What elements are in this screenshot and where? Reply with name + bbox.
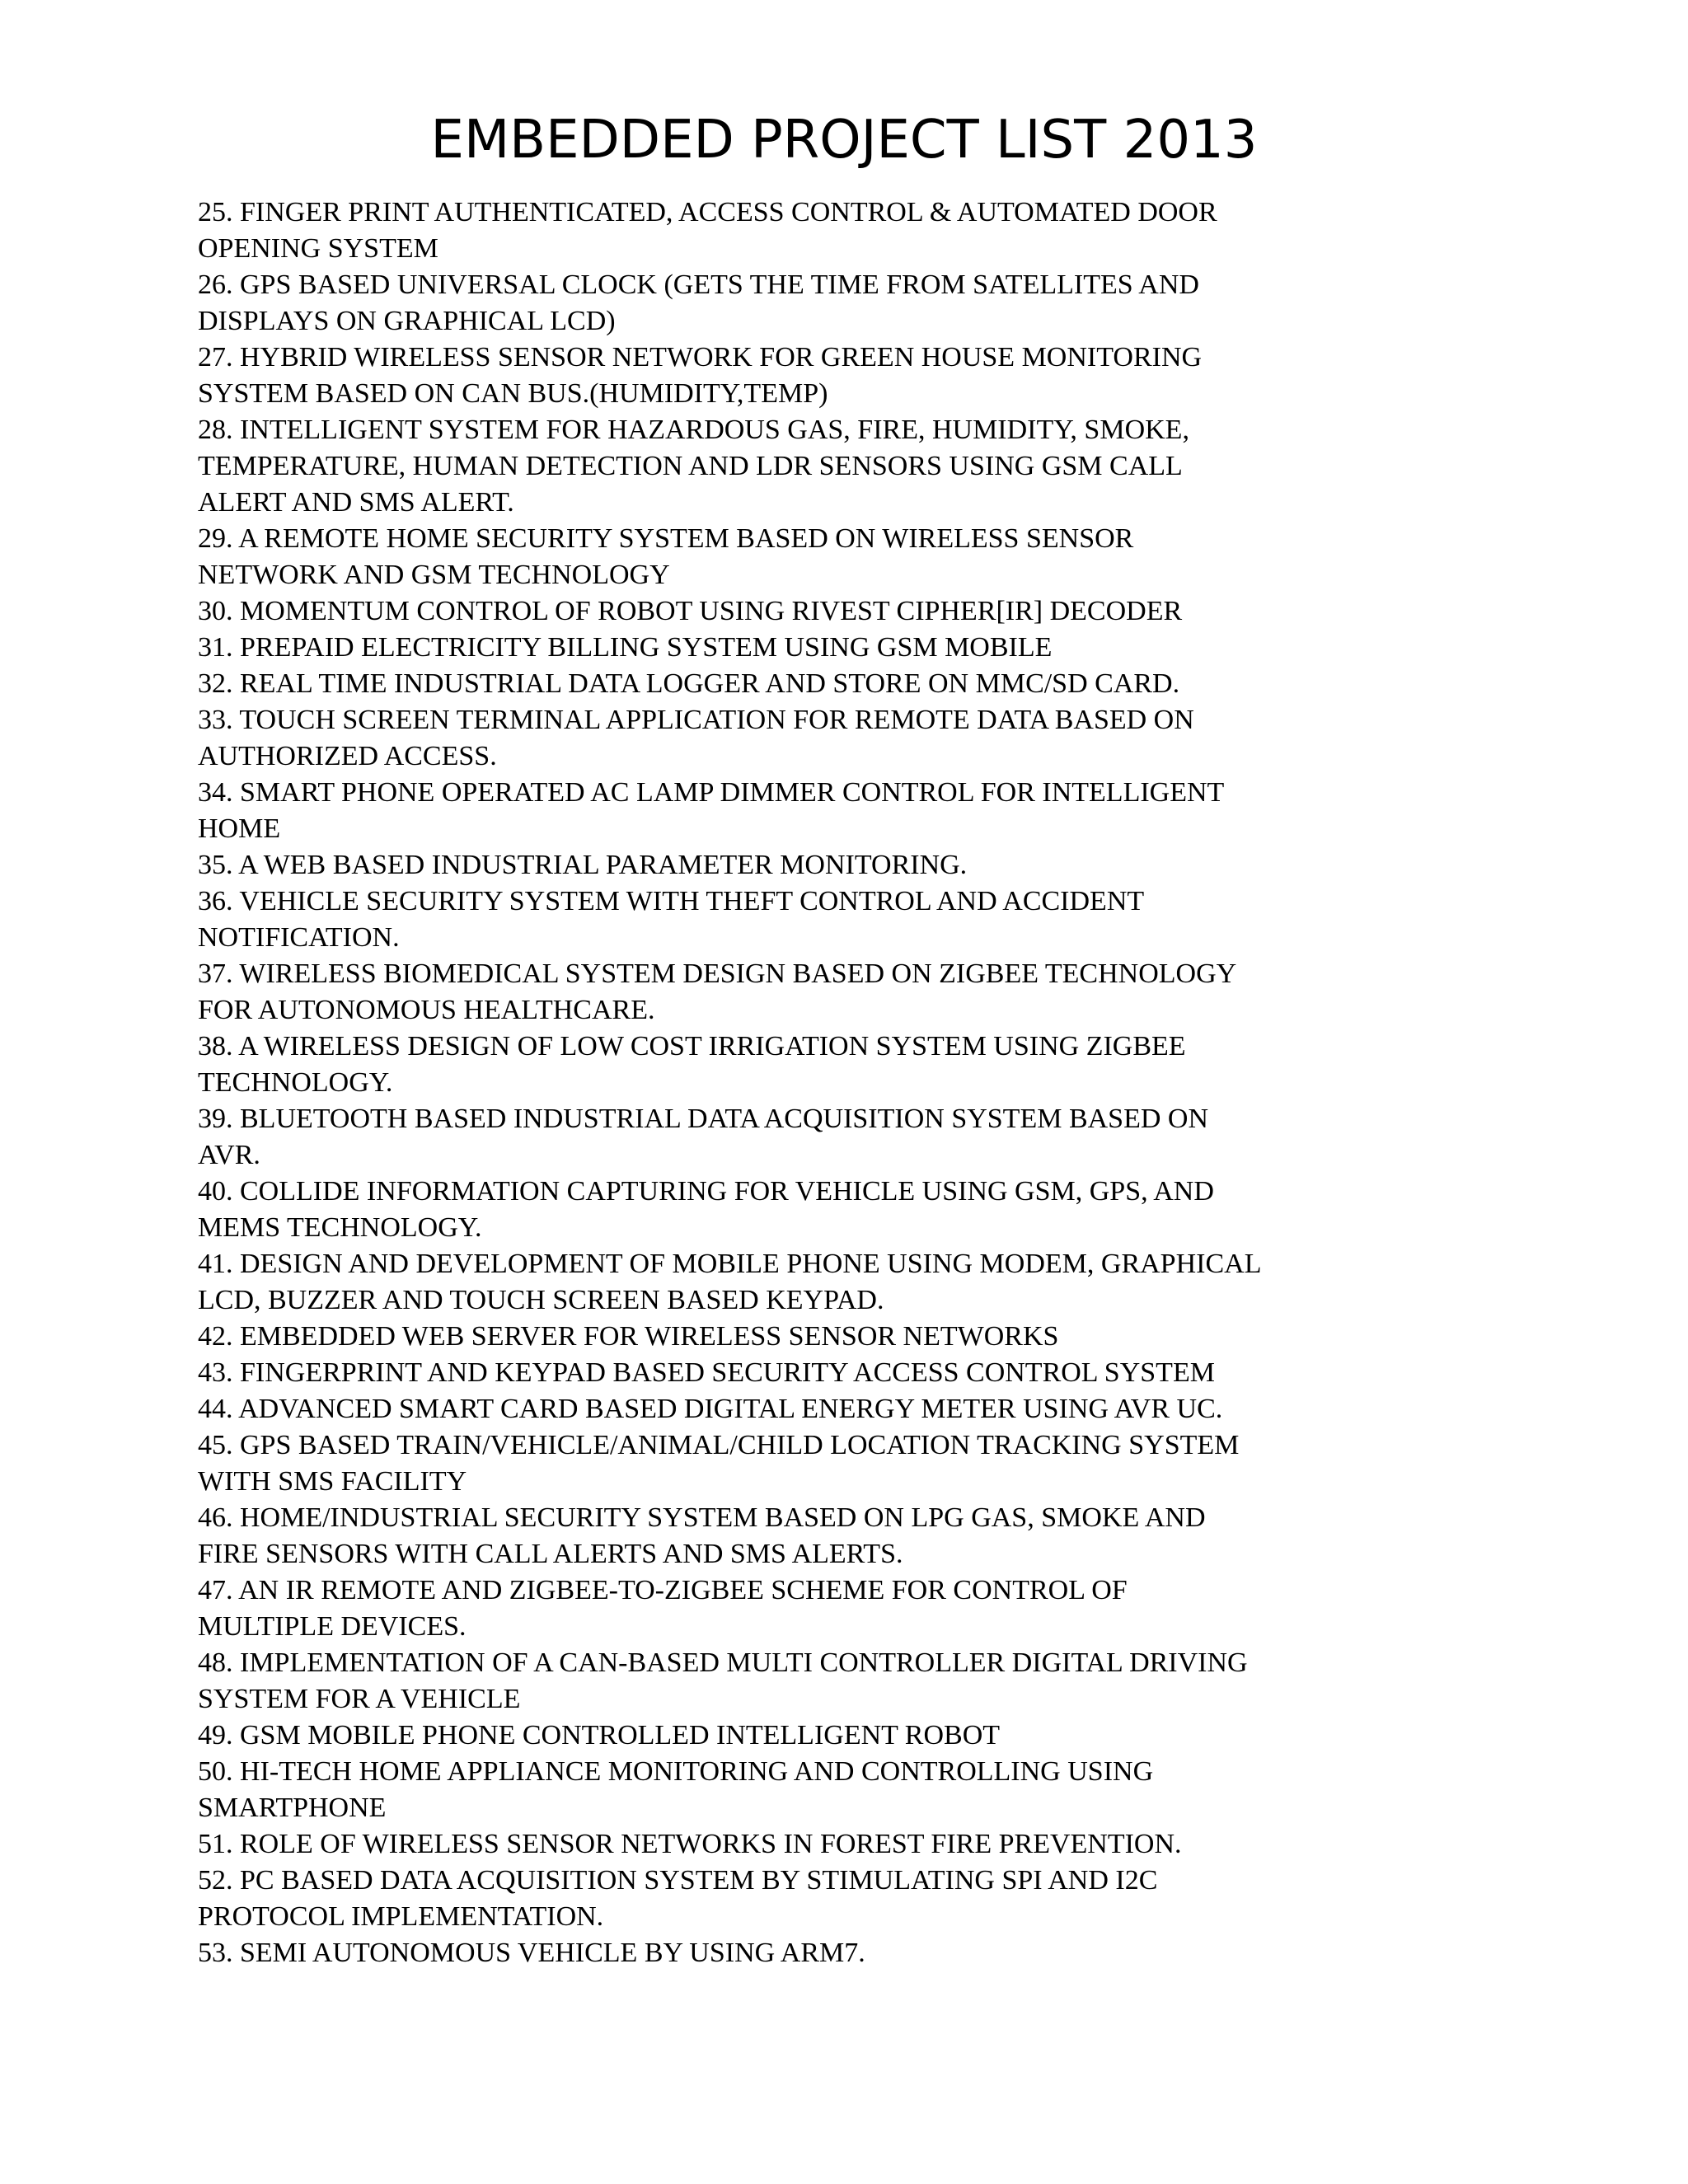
list-item: [198, 666, 1451, 702]
list-item-line: 29. A REMOTE HOME SECURITY SYSTEM BASED ON WIRELESS SENSOR: [198, 523, 1134, 554]
list-item-line: ALERT AND SMS ALERT.: [198, 487, 514, 518]
list-item-line: 34. SMART PHONE OPERATED AC LAMP DIMMER CONTROL FOR INTELLIGENT: [198, 777, 1225, 808]
list-item: [198, 1572, 1451, 1645]
list-item: [198, 630, 1451, 666]
list-item-line: 51. ROLE OF WIRELESS SENSOR NETWORKS IN FOREST FIRE PREVENTION.: [198, 1829, 1182, 1859]
list-item-line: 41. DESIGN AND DEVELOPMENT OF MOBILE PHONE USING MODEM, GRAPHICAL: [198, 1249, 1262, 1279]
project-list: [198, 194, 1451, 1971]
list-item-line: 39. BLUETOOTH BASED INDUSTRIAL DATA ACQUISITION SYSTEM BASED ON: [198, 1104, 1209, 1134]
list-item-line: FIRE SENSORS WITH CALL ALERTS AND SMS ALERTS.: [198, 1539, 903, 1569]
list-item: [198, 956, 1451, 1029]
list-item-line: 32. REAL TIME INDUSTRIAL DATA LOGGER AND STORE ON MMC/SD CARD.: [198, 668, 1180, 699]
list-item: [198, 1391, 1451, 1427]
list-item-line: 31. PREPAID ELECTRICITY BILLING SYSTEM USING GSM MOBILE: [198, 632, 1053, 663]
list-item-line: 26. GPS BASED UNIVERSAL CLOCK (GETS THE TIME FROM SATELLITES AND: [198, 269, 1199, 300]
list-item-line: 46. HOME/INDUSTRIAL SECURITY SYSTEM BASED ON LPG GAS, SMOKE AND: [198, 1502, 1206, 1533]
list-item: [198, 775, 1451, 847]
list-item: [198, 1826, 1451, 1863]
list-item-line: DISPLAYS ON GRAPHICAL LCD): [198, 306, 616, 336]
list-item-line: 45. GPS BASED TRAIN/VEHICLE/ANIMAL/CHILD LOCATION TRACKING SYSTEM: [198, 1430, 1240, 1460]
list-item: [198, 593, 1451, 630]
list-item-line: 52. PC BASED DATA ACQUISITION SYSTEM BY STIMULATING SPI AND I2C: [198, 1865, 1158, 1896]
list-item: [198, 1246, 1451, 1319]
list-item-line: 33. TOUCH SCREEN TERMINAL APPLICATION FOR REMOTE DATA BASED ON: [198, 705, 1194, 735]
list-item-line: WITH SMS FACILITY: [198, 1466, 467, 1497]
list-item-line: NOTIFICATION.: [198, 922, 400, 953]
list-item-line: 53. SEMI AUTONOMOUS VEHICLE BY USING ARM7.: [198, 1938, 865, 1968]
list-item-line: 40. COLLIDE INFORMATION CAPTURING FOR VEHICLE USING GSM, GPS, AND: [198, 1176, 1214, 1207]
list-item: [198, 1174, 1451, 1246]
list-item-line: AVR.: [198, 1140, 260, 1170]
list-item-line: 38. A WIRELESS DESIGN OF LOW COST IRRIGATION SYSTEM USING ZIGBEE: [198, 1031, 1186, 1062]
list-item-line: PROTOCOL IMPLEMENTATION.: [198, 1901, 604, 1932]
list-item: [198, 1863, 1451, 1935]
list-item-line: 25. FINGER PRINT AUTHENTICATED, ACCESS CONTROL & AUTOMATED DOOR: [198, 197, 1217, 227]
list-item-line: FOR AUTONOMOUS HEALTHCARE.: [198, 995, 655, 1025]
list-item: [198, 1645, 1451, 1718]
list-item-line: SYSTEM FOR A VEHICLE: [198, 1684, 521, 1714]
list-item-line: 47. AN IR REMOTE AND ZIGBEE-TO-ZIGBEE SCHEME FOR CONTROL OF: [198, 1575, 1128, 1605]
list-item-line: NETWORK AND GSM TECHNOLOGY: [198, 560, 670, 590]
list-item-line: 49. GSM MOBILE PHONE CONTROLLED INTELLIGENT ROBOT: [198, 1720, 1001, 1750]
list-item-line: 28. INTELLIGENT SYSTEM FOR HAZARDOUS GAS, FIRE, HUMIDITY, SMOKE,: [198, 415, 1189, 445]
list-item-line: LCD, BUZZER AND TOUCH SCREEN BASED KEYPAD.: [198, 1285, 884, 1315]
page-title: EMBEDDED PROJECT LIST 2013: [430, 110, 1258, 171]
list-item: [198, 1355, 1451, 1391]
list-item-line: 35. A WEB BASED INDUSTRIAL PARAMETER MONITORING.: [198, 850, 968, 880]
list-item: [198, 1754, 1451, 1826]
list-item-line: TEMPERATURE, HUMAN DETECTION AND LDR SENSORS USING GSM CALL: [198, 451, 1183, 481]
list-item-line: SYSTEM BASED ON CAN BUS.(HUMIDITY,TEMP): [198, 378, 828, 409]
list-item-line: OPENING SYSTEM: [198, 233, 438, 264]
list-item: [198, 340, 1451, 412]
list-item-line: 50. HI-TECH HOME APPLIANCE MONITORING AND CONTROLLING USING: [198, 1756, 1154, 1787]
list-item: [198, 702, 1451, 775]
list-item: [198, 1500, 1451, 1572]
list-item-line: MULTIPLE DEVICES.: [198, 1611, 467, 1642]
list-item: [198, 1319, 1451, 1355]
list-item-line: 42. EMBEDDED WEB SERVER FOR WIRELESS SENSOR NETWORKS: [198, 1321, 1059, 1352]
list-item-line: 48. IMPLEMENTATION OF A CAN-BASED MULTI CONTROLLER DIGITAL DRIVING: [198, 1647, 1248, 1678]
list-item: [198, 1101, 1451, 1174]
list-item-line: 44. ADVANCED SMART CARD BASED DIGITAL ENERGY METER USING AVR UC.: [198, 1394, 1223, 1424]
list-item-line: MEMS TECHNOLOGY.: [198, 1212, 482, 1243]
list-item-line: 36. VEHICLE SECURITY SYSTEM WITH THEFT CONTROL AND ACCIDENT: [198, 886, 1145, 916]
list-item: [198, 194, 1451, 267]
list-item-line: 27. HYBRID WIRELESS SENSOR NETWORK FOR GREEN HOUSE MONITORING: [198, 342, 1203, 373]
list-item-line: HOME: [198, 813, 281, 844]
list-item: [198, 1935, 1451, 1971]
list-item-line: AUTHORIZED ACCESS.: [198, 741, 497, 771]
list-item: [198, 883, 1451, 956]
list-item-line: 37. WIRELESS BIOMEDICAL SYSTEM DESIGN BASED ON ZIGBEE TECHNOLOGY: [198, 958, 1237, 989]
list-item-line: SMARTPHONE: [198, 1793, 387, 1823]
list-item-line: 30. MOMENTUM CONTROL OF ROBOT USING RIVEST CIPHER[IR] DECODER: [198, 596, 1183, 626]
list-item: [198, 412, 1451, 521]
list-item: [198, 1427, 1451, 1500]
list-item: [198, 521, 1451, 593]
list-item: [198, 847, 1451, 883]
list-item: [198, 1029, 1451, 1101]
list-item-line: 43. FINGERPRINT AND KEYPAD BASED SECURITY ACCESS CONTROL SYSTEM: [198, 1357, 1215, 1388]
list-item-line: TECHNOLOGY.: [198, 1067, 393, 1098]
list-item: [198, 267, 1451, 340]
list-item: [198, 1718, 1451, 1754]
